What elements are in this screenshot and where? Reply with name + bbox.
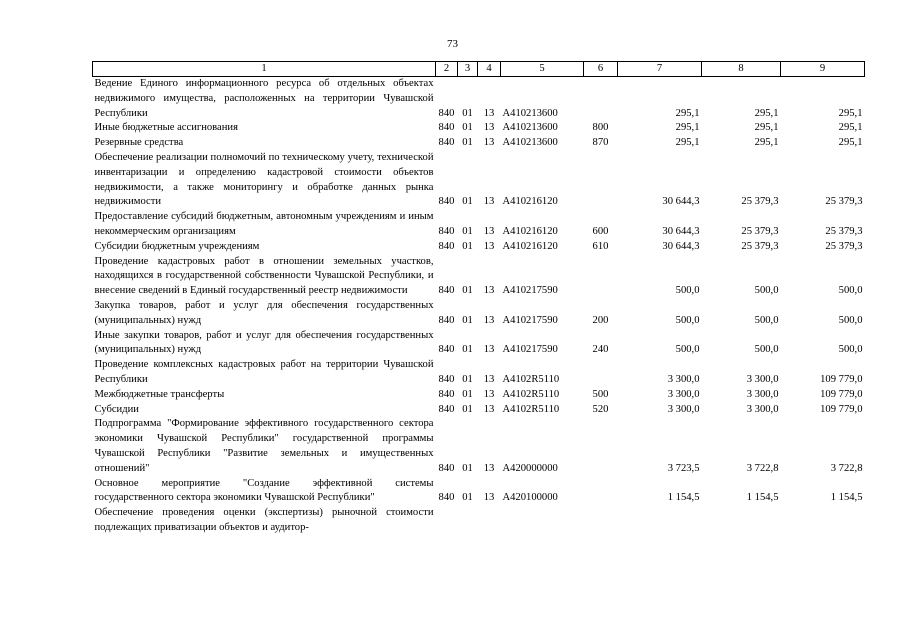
code-ministry: 840 [438,403,455,415]
code-section: 01 [462,403,473,415]
amount-col9: 500,0 [838,344,863,356]
code-expense-type [584,77,618,122]
code-ministry: 840 [438,225,455,237]
code-ministry: 840 [438,107,455,119]
code-ministry: 840 [438,314,455,326]
amount-col9: 295,1 [838,137,863,149]
code-section: 01 [462,122,473,134]
table-row [93,388,865,403]
code-ministry: 840 [438,373,455,385]
amount-col7: 500,0 [675,314,700,326]
amount-col8: 295,1 [754,107,779,119]
code-target: А410213600 [502,107,558,119]
table-row [93,417,865,476]
code-ministry: 840 [438,388,455,400]
amount-col7: 295,1 [675,107,700,119]
code-ministry: 840 [438,285,455,297]
code-expense-type: 520 [592,403,609,415]
amount-col8: 3 300,0 [746,388,779,400]
code-section [458,506,478,536]
code-section: 01 [462,285,473,297]
amount-col8: 295,1 [754,137,779,149]
code-expense-type [584,255,618,299]
table-row [93,358,865,388]
amount-col9: 109 779,0 [820,403,863,415]
table-row [93,299,865,329]
table-row [93,329,865,359]
header-cell: 6 [584,62,618,77]
table-row [93,136,865,151]
row-name: Проведение комплексных кадастровых работ на территории Чувашской Республики [94,359,434,385]
code-expense-type: 200 [592,314,609,326]
header-cell: 1 [93,62,436,77]
amount-col8: 500,0 [754,285,779,297]
amount-col8: 25 379,3 [741,240,779,252]
code-section: 01 [462,492,473,504]
code-expense-type: 610 [592,240,609,252]
amount-col7: 500,0 [675,285,700,297]
code-target: А410216120 [502,225,558,237]
amount-col9: 1 154,5 [830,492,863,504]
amount-col7: 3 300,0 [667,373,700,385]
amount-col7: 30 644,3 [662,225,700,237]
code-expense-type [584,151,618,210]
code-expense-type [584,506,618,536]
code-subsection: 13 [483,107,495,119]
code-target: А410213600 [502,137,558,149]
amount-col9: 3 722,8 [830,462,863,474]
code-target: А410216120 [502,240,558,252]
code-target: А410217590 [502,344,558,356]
code-section: 01 [462,344,473,356]
code-expense-type: 240 [592,344,609,356]
code-ministry [436,506,458,536]
amount-col9: 295,1 [838,107,863,119]
row-name: Иные бюджетные ассигнования [94,122,238,134]
header-cell: 3 [458,62,478,77]
table-row [93,210,865,240]
code-section: 01 [462,225,473,237]
code-ministry: 840 [438,344,455,356]
code-target: А410217590 [502,314,558,326]
code-ministry: 840 [438,137,455,149]
amount-col8: 3 300,0 [746,403,779,415]
row-name: Резервные средства [94,137,184,149]
amount-col7: 3 723,5 [667,462,700,474]
amount-col7: 1 154,5 [667,492,700,504]
code-target: А410213600 [502,122,558,134]
row-name: Предоставление субсидий бюджетным, автономным учреждениям и иным некоммерческим организациям [94,211,434,237]
code-target: А410216120 [502,196,558,208]
row-name: Подпрограмма "Формирование эффективного государственного сектора экономики Чувашской Республики" государственной программы Чувашской Республики "Развитие земельных и имущественных отношений" [94,418,434,474]
code-target: А420100000 [502,492,558,504]
amount-col7: 3 300,0 [667,403,700,415]
amount-col9: 25 379,3 [825,196,863,208]
header-cell: 9 [781,62,865,77]
code-subsection: 13 [483,314,495,326]
table-row [93,255,865,299]
budget-table [92,61,865,536]
amount-col9: 25 379,3 [825,225,863,237]
amount-col8: 1 154,5 [746,492,779,504]
page-number: 73 [447,38,458,50]
table-row [93,151,865,210]
code-target: А4102R5110 [502,373,560,385]
amount-col7 [618,506,702,536]
code-section: 01 [462,314,473,326]
code-subsection [478,506,501,536]
code-ministry: 840 [438,492,455,504]
code-target: А410217590 [502,285,558,297]
header-cell: 7 [618,62,702,77]
amount-col7: 30 644,3 [662,240,700,252]
row-name: Ведение Единого информационного ресурса об отдельных объектах недвижимого имущества, расположенных на территории Чувашской Республики [94,78,434,119]
code-subsection: 13 [483,344,495,356]
amount-col7: 3 300,0 [667,388,700,400]
code-expense-type: 800 [592,122,609,134]
amount-col7: 500,0 [675,344,700,356]
amount-col8: 500,0 [754,344,779,356]
code-subsection: 13 [483,285,495,297]
header-row [93,62,865,77]
code-expense-type [584,358,618,388]
code-expense-type [584,477,618,507]
header-cell: 4 [478,62,501,77]
header-cell: 5 [501,62,584,77]
table-row [93,240,865,255]
row-name: Проведение кадастровых работ в отношении земельных участков, находящихся в государственной собственности Чувашской Республики, и внесение сведений в Единый государственный реестр недвижимости [94,255,434,297]
code-target [501,506,584,536]
amount-col9: 500,0 [838,285,863,297]
code-subsection: 13 [483,196,495,208]
amount-col8: 3 722,8 [746,462,779,474]
code-ministry: 840 [438,122,455,134]
code-expense-type [584,417,618,476]
table-row [93,77,865,122]
amount-col8: 25 379,3 [741,225,779,237]
code-subsection: 13 [483,122,495,134]
code-target: А4102R5110 [502,403,560,415]
row-name: Межбюджетные трансферты [94,388,225,400]
row-name: Обеспечение реализации полномочий по техническому учету, технической инвентаризации и определению кадастровой стоимости объектов недвижимости, а также мониторингу и обработке данных рынка недвижимости [94,151,434,208]
code-subsection: 13 [483,388,495,400]
amount-col9 [781,506,865,536]
amount-col7: 30 644,3 [662,196,700,208]
code-subsection: 13 [483,462,495,474]
code-section: 01 [462,462,473,474]
code-target: А4102R5110 [502,388,560,400]
amount-col7: 295,1 [675,122,700,134]
code-subsection: 13 [483,137,495,149]
row-name: Основное мероприятие "Создание эффективной системы государственного сектора экономики Чувашской Республики" [94,477,434,504]
code-expense-type: 500 [592,388,609,400]
code-ministry: 840 [438,462,455,474]
code-section: 01 [462,137,473,149]
amount-col9: 25 379,3 [825,240,863,252]
amount-col8 [702,506,781,536]
code-expense-type: 870 [592,137,609,149]
row-name: Обеспечение проведения оценки (экспертизы) рыночной стоимости подлежащих приватизации объектов и аудитор- [94,507,434,533]
amount-col7: 295,1 [675,137,700,149]
row-name: Закупка товаров, работ и услуг для обеспечения государственных (муниципальных) нужд [94,299,434,326]
code-subsection: 13 [483,240,495,252]
code-section: 01 [462,196,473,208]
table-row [93,403,865,418]
row-name: Субсидии бюджетным учреждениям [94,240,260,252]
code-ministry: 840 [438,196,455,208]
code-subsection: 13 [483,373,495,385]
code-target: А420000000 [502,462,558,474]
code-section: 01 [462,373,473,385]
amount-col8: 500,0 [754,314,779,326]
code-subsection: 13 [483,225,495,237]
row-name: Иные закупки товаров, работ и услуг для обеспечения государственных (муниципальных) нужд [94,329,434,356]
amount-col9: 109 779,0 [820,373,863,385]
table-row [93,121,865,136]
amount-col8: 25 379,3 [741,196,779,208]
code-expense-type: 600 [592,225,609,237]
code-subsection: 13 [483,492,495,504]
table-row [93,506,865,536]
amount-col9: 295,1 [838,122,863,134]
amount-col8: 3 300,0 [746,373,779,385]
header-cell: 2 [436,62,458,77]
code-section: 01 [462,388,473,400]
code-subsection: 13 [483,403,495,415]
code-ministry: 840 [438,240,455,252]
amount-col8: 295,1 [754,122,779,134]
row-name: Субсидии [94,403,139,415]
table-row [93,477,865,507]
amount-col9: 109 779,0 [820,388,863,400]
header-cell: 8 [702,62,781,77]
amount-col9: 500,0 [838,314,863,326]
code-section: 01 [462,240,473,252]
code-section: 01 [462,107,473,119]
